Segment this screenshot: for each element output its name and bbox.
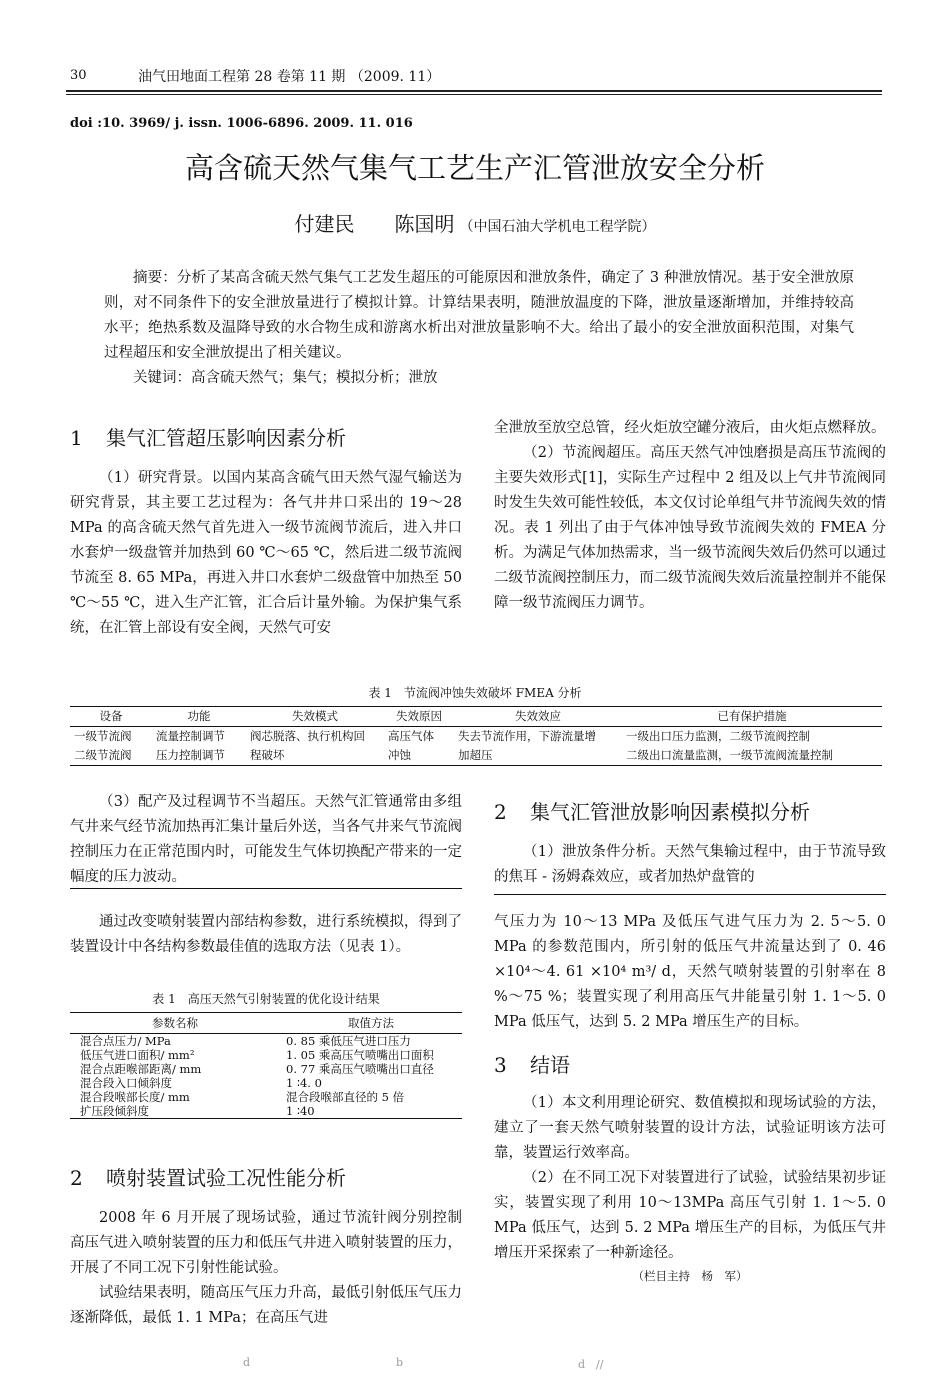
column-editor: （栏目主持 杨 军） <box>632 1269 748 1283</box>
table-row <box>70 746 882 766</box>
table-row <box>70 1090 462 1104</box>
footer-mark: d <box>243 1356 251 1369</box>
design-cell: 扩压段倾斜度 <box>80 1104 149 1118</box>
design-cell: 混合段入口倾斜度 <box>80 1076 172 1090</box>
design-cell: 0. 77 乘高压气喷嘴出口直径 <box>286 1062 434 1076</box>
lower-left-paragraph-2: 试验结果表明，随高压气压力升高，最低引射低压气压力逐渐降低，最低 1. 1 MPa；在高压气进 <box>70 1285 462 1326</box>
design-table-caption: 表 1 高压天然气引射装置的优化设计结果 <box>152 992 380 1006</box>
fmea-cell: 压力控制调节 <box>156 748 225 762</box>
author-names: 付建民 陈国明 <box>294 212 455 236</box>
lower-left-heading-number: 2 <box>70 1166 83 1190</box>
section2-heading <box>494 798 886 826</box>
abstract <box>104 266 854 391</box>
fmea-header-failure-cause: 失效原因 <box>396 709 442 723</box>
design-cell: 混合点压力/ MPa <box>80 1034 171 1048</box>
fmea-cell: 一级节流阀 <box>74 729 132 743</box>
design-table <box>70 1012 462 1119</box>
section1-paragraph-3: （3）配产及过程调节不当超压。天然气汇管通常由多组气井来气经节流加热再汇集计量后外送，当各气井来气节流阀控制压力在正常范围内时，可能发生气体切换配产带来的一定幅度的压力波动。 <box>70 794 462 885</box>
fmea-header-failure-mode: 失效模式 <box>292 709 338 723</box>
lower-left-section <box>70 1164 462 1331</box>
doi: doi :10. 3969/ j. issn. 1006-6896. 2009. 11. 016 <box>70 116 413 131</box>
authors <box>0 208 950 237</box>
header-rule-thick <box>66 90 882 92</box>
design-cell: 混合段喉部长度/ mm <box>80 1090 190 1104</box>
fmea-cell: 冲蚀 <box>388 748 411 762</box>
table-row <box>70 727 882 747</box>
design-cell: 混合点距喉部距离/ mm <box>80 1062 202 1076</box>
lower-right-column <box>494 910 886 1284</box>
fmea-table <box>70 706 882 766</box>
design-cell: 低压气进口面积/ mm² <box>80 1048 195 1062</box>
section1-heading <box>70 424 462 452</box>
lower-left-paragraph-1: 2008 年 6 月开展了现场试验，通过节流针阀分别控制高压气进入喷射装置的压力和低压气井进入喷射装置的压力，开展了不同工况下引射性能试验。 <box>70 1210 462 1276</box>
table-row <box>70 1104 462 1119</box>
design-cell: 1 ∶40 <box>286 1104 315 1118</box>
conclusion-title: 结语 <box>530 1053 570 1077</box>
section1-title: 集气汇管超压影响因素分析 <box>106 426 346 450</box>
fmea-header-failure-effect: 失效效应 <box>515 709 561 723</box>
conclusion-2: （2）在不同工况下对装置进行了试验，试验结果初步证实，装置实现了利用 10～13MPa 高压气引射 1. 1～5. 0 MPa 低压气，达到 5. 2 MPa 增压生产的目标，为低压气井增压开采探索了一种新途径。 <box>494 1170 886 1261</box>
design-cell: 混合段喉部直径的 5 倍 <box>286 1090 405 1104</box>
column-rule-right <box>494 894 886 895</box>
fmea-header-protection: 已有保护措施 <box>717 709 787 723</box>
author-affiliation: （中国石油大学机电工程学院） <box>459 219 656 235</box>
footer-mark: b <box>396 1356 404 1369</box>
section1-paragraph-1: （1）研究背景。以国内某高含硫气田天然气湿气输送为研究背景，其主要工艺过程为：各气井井口采出的 19～28 MPa 的高含硫天然气首先进入一级节流阀节流后，进入井口水套炉一级盘管并加热到 60 ℃～65 ℃，然后进二级节流阀节流至 8. 65 MPa，再进入井口水套炉二级盘管中加热至 50 ℃～55 ℃，进入生产汇管，汇合后计量外输。为保护集气系统，在汇管上部设有安全阀，天然气可安 <box>70 470 462 636</box>
footer-mark: d // <box>578 1358 604 1371</box>
table-row <box>70 1062 462 1076</box>
section1b-left <box>70 790 462 890</box>
table-row <box>70 1034 462 1049</box>
column-rule-left <box>70 888 462 889</box>
design-header-param: 参数名称 <box>152 1016 198 1030</box>
keywords: 关键词：高含硫天然气；集气；模拟分析；泄放 <box>133 370 438 386</box>
abstract-text: 摘要：分析了某高含硫天然气集气工艺发生超压的可能原因和泄放条件，确定了 3 种泄放情况。基于安全泄放原则，对不同条件下的安全泄放量进行了模拟计算。计算结果表明，随泄放温度的下降，泄放量逐渐增加，并维持较高水平；绝热系数及温降导致的水合物生成和游离水析出对泄放量影响不大。给出了最小的安全泄放面积范围，对集气过程超压和安全泄放提出了相关建议。 <box>104 270 854 361</box>
fmea-header-function: 功能 <box>187 709 211 723</box>
design-cell: 1. 05 乘高压气喷嘴出口面积 <box>286 1048 434 1062</box>
table-row <box>70 1048 462 1062</box>
section1-paragraph-1-continued: 全泄放至放空总管，经火炬放空罐分液后，由火炬点燃释放。 <box>494 420 886 436</box>
fmea-cell: 程破坏 <box>250 748 285 762</box>
fmea-header-equipment: 设备 <box>99 709 123 723</box>
journal-header: 油气田地面工程第 28 卷第 11 期 （2009. 11） <box>138 69 441 85</box>
section1-paragraph-2: （2）节流阀超压。高压天然气冲蚀磨损是高压节流阀的主要失效形式[1]，实际生产过程中 2 组及以上气井节流阀同时发生失效可能性较低，本文仅讨论单组气井节流阀失效的情况。表 1 列出了由于气体冲蚀导致节流阀失效的 FMEA 分析。为满足气体加热需求，当一级节流阀失效后仍然可以通过二级节流阀控制压力，而二级节流阀失效后流量控制并不能保障一级节流阀压力调节。 <box>494 445 886 611</box>
header-rule-thin <box>66 94 882 95</box>
design-cell: 1 ∶4. 0 <box>286 1076 322 1090</box>
table-row <box>70 1076 462 1090</box>
section2-number: 2 <box>494 800 507 824</box>
fmea-cell: 流量控制调节 <box>156 729 225 743</box>
paper-title: 高含硫天然气集气工艺生产汇管泄放安全分析 <box>184 151 765 185</box>
section2-title: 集气汇管泄放影响因素模拟分析 <box>530 800 810 824</box>
lower-left-intro: 通过改变喷射装置内部结构参数，进行系统模拟，得到了装置设计中各结构参数最佳值的选取方法（见表 1）。 <box>70 914 462 955</box>
section2-paragraph-1: （1）泄放条件分析。天然气集输过程中，由于节流导致的焦耳 - 汤姆森效应，或者加热炉盘管的 <box>494 844 886 885</box>
conclusion-heading <box>494 1051 886 1079</box>
design-cell: 0. 85 乘低压气进口压力 <box>286 1034 411 1048</box>
section1-number: 1 <box>70 426 83 450</box>
page-number: 30 <box>70 68 87 83</box>
section1-left-column <box>70 424 462 641</box>
lower-left-column <box>70 910 462 960</box>
fmea-cell: 加超压 <box>458 748 493 762</box>
lower-left-heading-title: 喷射装置试验工况性能分析 <box>106 1166 346 1190</box>
design-header-method: 取值方法 <box>348 1016 394 1030</box>
conclusion-1: （1）本文利用理论研究、数值模拟和现场试验的方法，建立了一套天然气喷射装置的设计方法，试验证明该方法可靠，装置运行效率高。 <box>494 1095 886 1161</box>
fmea-cell: 失去节流作用，下游流量增 <box>458 729 596 743</box>
fmea-cell: 高压气体 <box>388 729 434 743</box>
fmea-cell: 一级出口压力监测，二级节流阀控制 <box>626 729 810 743</box>
lower-left-heading <box>70 1164 462 1192</box>
section1-right-column <box>494 416 886 616</box>
section2-right <box>494 798 886 890</box>
lower-right-paragraph-1: 气压力为 10～13 MPa 及低压气进气压力为 2. 5～5. 0 MPa 的参数范围内，所引射的低压气井流量达到了 0. 46 ×10⁴～4. 61 ×10⁴ m³/ d，天然气喷射装置的引射率在 8 %～75 %；装置实现了利用高压气井能量引射 1. 1～5. 0 MPa 低压气，达到 5. 2 MPa 增压生产的目标。 <box>494 914 886 1030</box>
conclusion-number: 3 <box>494 1053 507 1077</box>
fmea-table-caption: 表 1 节流阀冲蚀失效破坏 FMEA 分析 <box>368 686 582 700</box>
fmea-cell: 二级出口流量监测，一级节流阀流量控制 <box>626 748 833 762</box>
fmea-cell: 二级节流阀 <box>74 748 132 762</box>
fmea-cell: 阀芯脱落、执行机构回 <box>250 729 365 743</box>
